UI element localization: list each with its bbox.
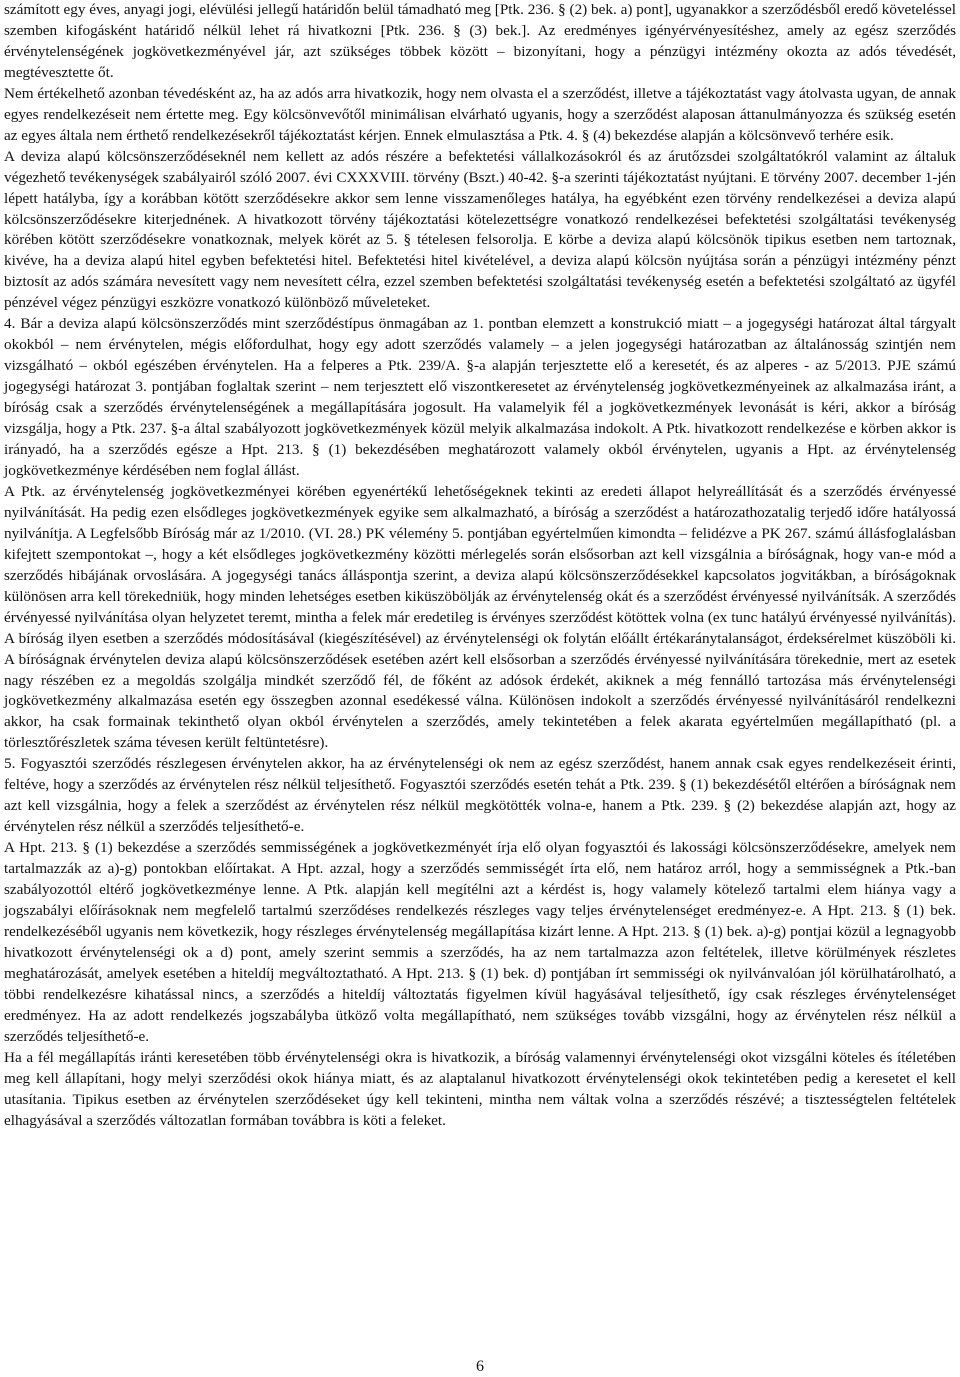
paragraph-7: A Hpt. 213. § (1) bekezdése a szerződés semmisségének a jogkövetkezményét írja elő olyan fogyasztói és lakossági kölcsönszerződésekre, amelyek nem tartalmazzák az a)-g) pontokban előírtakat. A Hpt. azzal, hogy a szerződés semmisségét írta elő, nem határoz arról, hogy a semmisségnek a Ptk.-ban szabályozottól eltérő jogkövetkezménye lenne. A Ptk. alapján kell megítélni azt a kérdést is, hogy valamely kötelező tartalmi elem hiánya vagy a jogszabályi előírásoknak nem megfelelő tartalmú szerződéses rendelkezés részleges vagy teljes érvénytelenséget eredményez-e. A Hpt. 213. § (1) bek. rendelkezéséből ugyanis nem következik, hogy részleges érvénytelenség megállapítása kizárt lenne. A Hpt. 213. § (1) bek. a)-g) pontjai közül a legnagyobb hivatkozott érvénytelenségi ok a d) pont, amely szerint semmis a szerződés, ha az nem tartalmazza azon feltételek, illetve körülmények részletes meghatározását, amelyek esetében a hiteldíj megváltoztatható. A Hpt. 213. § (1) bek. d) pontjában írt semmisségi ok nyilvánvalóan jól körülhatárolható, a többi rendelkezésre kihatással nincs, a szerződés a hiteldíj változtatás figyelmen kívül hagyásával teljesíthető, így csak részleges érvénytelenséget eredményez. Ha az adott rendelkezés jogszabályba ütköző volta megállapítható, nem szükséges tovább vizsgálni, hogy az érvénytelen rész nélkül a szerződés teljesíthető-e. — [4, 839, 956, 1045]
paragraph-8: Ha a fél megállapítás iránti keresetében több érvénytelenségi okra is hivatkozik, a bíróság valamennyi érvénytelenségi okot vizsgálni köteles és ítéletében meg kell állapítani, hogy melyi szerződési okok hiánya miatt, és az alaptalanul hivatkozott érvénytelenségi okok tekintetében pedig a keresetet el kell utasítania. Tipikus esetben az érvénytelen szerződéseket úgy kell tekinteni, mintha nem váltak volna a szerződés részévé; a tisztességtelen feltételek elhagyásával a szerződés változatlan formában továbbra is köti a feleket. — [4, 1048, 956, 1129]
paragraph-4: 4. Bár a deviza alapú kölcsönszerződés mint szerződéstípus önmagában az 1. pontban elemzett a konstrukció miatt – a jogegységi határozat által tárgyalt okokból – nem érvénytelen, mégis előfordulhat, hogy egy adott szerződés valamely – a jelen jogegységi határozatban az általánosság szintjén nem vizsgálható – okból egészében érvénytelen. Ha a felperes a Ptk. 239/A. §-a alapján terjesztette elő a keresetét, és az alperes - az 5/2013. PJE számú jogegységi határozat 3. pontjában foglaltak szerint – nem terjesztett elő viszontkeresetet az érvénytelenség jogkövetkezményeinek az alkalmazása iránt, a bíróság csak a szerződés érvénytelenségének a megállapítására jogosult. Ha valamelyik fél a jogkövetkezmények levonását is kéri, akkor a bíróság vizsgálja, hogy a Ptk. 237. §-a által szabályozott jogkövetkezmények közül melyik alkalmazása indokolt. A Ptk. hivatkozott rendelkezése e körben akkor is irányadó, ha a szerződés egésze a Hpt. 213. § (1) bekezdésében meghatározott valamely okból érvénytelen, ugyanis a Hpt. az érvénytelenség jogkövetkezménye kérdésében nem foglal állást. — [4, 315, 956, 479]
paragraph-6: 5. Fogyasztói szerződés részlegesen érvénytelen akkor, ha az érvénytelenségi ok nem az egész szerződést, hanem annak csak egyes rendelkezéseit érinti, feltéve, hogy a szerződés az érvénytelen rész nélkül teljesíthető. Fogyasztói szerződés esetén tehát a Ptk. 239. § (1) bekezdésétől eltérően a bíróságnak nem azt kell vizsgálnia, hogy a felek a szerződést az érvénytelen rész nélkül megkötötték volna-e, hanem a Ptk. 239. § (2) bekezdése alapján azt, hogy az érvénytelen rész nélkül a szerződés teljesíthető-e. — [4, 755, 956, 836]
page-number: 6 — [476, 1358, 484, 1375]
body-text — [4, 0, 956, 1131]
paragraph-2: Nem értékelhető azonban tévedésként az, ha az adós arra hivatkozik, hogy nem olvasta el a szerződést, illetve a tájékoztatást vagy átolvasta ugyan, de annak egyes rendelkezéseit nem értette meg. Egy kölcsönvevőtől minimálisan elvárható ugyanis, hogy a szerződést alaposan áttanulmányozza és szükség esetén az egyes általa nem érthető rendelkezésekről tájékoztatást kérjen. Ennek elmulasztása a Ptk. 4. § (4) bekezdése alapján a kölcsönvevő terhére esik. — [4, 84, 956, 144]
paragraph-5: A Ptk. az érvénytelenség jogkövetkezményei körében egyenértékű lehetőségeknek tekinti az eredeti állapot helyreállítását és a szerződés érvényessé nyilvánítását. Ha pedig ezen elsődleges jogkövetkezmények egyike sem alkalmazható, a bíróság a szerződést a határozathozatalig terjedő időre hatályossá nyilvánítja. A Legfelsőbb Bíróság már az 1/2010. (VI. 28.) PK vélemény 5. pontjában egyértelműen kimondta – felidézve a PK 267. számú állásfoglalásban kifejtett szempontokat –, hogy a két elsődleges jogkövetkezmény közötti mérlegelés során elsősorban azt kell vizsgálnia a bíróságnak, hogy van-e mód a szerződés hibájának orvoslására. A jogegységi tanács álláspontja szerint, a deviza alapú kölcsönszerződésekkel kapcsolatos jogvitákban, a bíróságoknak különösen arra kell törekedniük, hogy minden lehetséges esetben kiküszöbölják az érvénytelenség okát és a szerződést érvényessé nyilvánítsák. A szerződés érvényessé nyilvánítása olyan helyzetet teremt, mintha a felek már eredetileg is érvényes szerződést kötöttek volna (ex tunc hatályú érvényessé nyilvánítás). A bíróság ilyen esetben a szerződés módosításával (kiegészítésével) az érvénytelenségi ok folytán előállt értékaránytalanságot, érdeksérelmet küszöböli ki. A bíróságnak érvénytelen deviza alapú kölcsönszerződések esetében azért kell elsősorban a szerződés érvényessé nyilvánítására törekednie, mert az esetek nagy részében ez a megoldás szolgálja mindkét szerződő fél, de főként az adósok érdekét, akiknek a még fennálló tartozása más érvénytelenségi jogkövetkezmény alkalmazása esetén egy összegben azonnal esedékessé válna. Különösen indokolt a szerződés érvényessé nyilvánításáról rendelkezni akkor, ha csak formainak tekinthető olyan okból érvénytelen a szerződés, amely tekintetében a felek akarata egyértelműen megállapítható (pl. a törlesztőrészletek száma tévesen került feltüntetésre). — [4, 482, 956, 752]
paragraph-1: számított egy éves, anyagi jogi, elévülési jellegű határidőn belül támadható meg [Ptk. 236. § (2) bek. a) pont], ugyanakkor a szerződésből eredő követeléssel szemben kifogásként határidő nélkül lehet rá hivatkozni [Ptk. 236. § (3) bek.]. Az eredményes igényérvényesítéshez, amely az egész szerződés érvénytelenségének jogkövetkezményével jár, azt szükséges többek között – bizonyítani, hogy a pénzügyi intézmény okozta az adós tévedését, megtévesztette őt. — [4, 1, 956, 81]
paragraph-3: A deviza alapú kölcsönszerződéseknél nem kellett az adós részére a befektetési vállalkozásokról és az árutőzsdei szolgáltatókról valamint az általuk végezhető tevékenységek szabályairól szóló 2007. évi CXXXVIII. törvény (Bszt.) 40-42. §-a szerinti tájékoztatást nyújtani. E törvény 2007. december 1-jén lépett hatályba, így a korábban kötött szerződésekre akkor sem lenne visszamenőleges hatálya, ha egyébként ezen törvény rendelkezései a deviza alapú kölcsönszerződésekre kiterjednének. A hivatkozott törvény tájékoztatási kötelezettségre vonatkozó rendelkezései befektetési szolgáltatási tevékenység körében kötött szerződésekre vonatkoznak, melyek körét az 5. § tételesen felsorolja. E körbe a deviza alapú kölcsönök tipikus esetben nem tartoznak, kivéve, ha a deviza alapú hitel egyben befektetési hitel. Befektetési hitel kivételével, a deviza alapú kölcsön nyújtása során a pénzügyi intézmény pénzt biztosít az adós számára nevesített vagy nem nevesített célra, ezzel szemben befektetési szolgáltatási tevékenység esetén a befektetési szolgáltató az ügyfél pénzével végez pénzügyi eszközre vonatkozó különböző műveleteket. — [4, 147, 956, 312]
